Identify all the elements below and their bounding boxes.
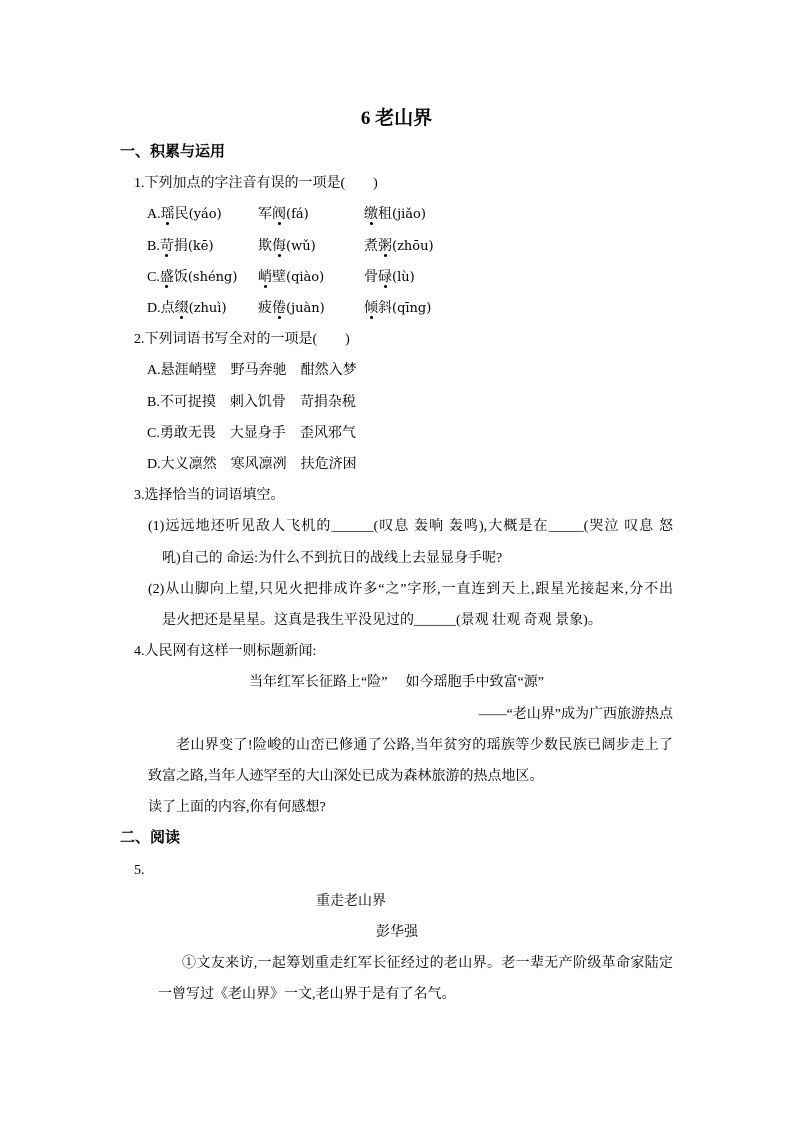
option-label: D. [147, 301, 161, 317]
option-label: C. [147, 425, 160, 441]
pinyin: (shéng) [187, 269, 238, 285]
option-word: 大显身手 [229, 425, 286, 441]
article-paragraph-line: ①文友来访,一起筹划重走红军长征经过的老山界。老一辈无产阶级革命家陆定 [182, 956, 673, 972]
q1-option-a [0, 199, 793, 230]
option-cell [258, 199, 364, 230]
dotted-char: 盛 [159, 269, 174, 285]
q1-option-c [0, 262, 793, 293]
article-paragraph-line: 一曾写过《老山界》一文,老山界于是有了名气。 [158, 987, 456, 1003]
dotted-char: 倾 [364, 301, 378, 317]
dotted-char: 瑶 [160, 207, 175, 223]
option-word: 野马奔驰 [230, 363, 287, 379]
pinyin: (yáo) [188, 207, 222, 223]
option-cell [364, 293, 431, 324]
word-post: 壁 [272, 269, 286, 285]
section-heading-reading: 二、阅读 [120, 830, 181, 847]
option-cell [364, 231, 434, 262]
section-heading-accumulation: 一、积累与运用 [120, 144, 226, 160]
word-pre: 疲 [258, 301, 272, 317]
option-cell [258, 262, 364, 293]
dotted-char: 侮 [272, 238, 286, 254]
pinyin: (qīng) [392, 301, 432, 317]
question-3-stem: 3.选择恰当的词语填空。 [134, 488, 285, 504]
article-title: 重走老山界 [316, 893, 386, 909]
pinyin: (fá) [286, 207, 309, 223]
news-passage-line: 致富之路,当年人迹罕至的大山深处已成为森林旅游的热点地区。 [148, 769, 544, 785]
q3-sub2-line: (2)从山脚向上望,只见火把排成许多“之”字形,一直连到天上,跟星光接起来,分不出 [148, 581, 673, 597]
question-4-stem: 4.人民网有这样一则标题新闻: [134, 644, 317, 660]
q2-option-b [0, 387, 793, 418]
article-author: 彭华强 [376, 925, 418, 941]
option-cell [258, 293, 364, 324]
dotted-char: 碌 [378, 269, 392, 285]
option-word: 勇敢无畏 [159, 425, 216, 441]
question-4-prompt: 读了上面的内容,你有何感想? [148, 800, 326, 816]
option-word: 不可捉摸 [159, 394, 216, 410]
word-post: 饭 [173, 269, 188, 285]
word-post: 租 [378, 207, 392, 223]
q2-option-d [0, 449, 793, 480]
q2-option-c [0, 418, 793, 449]
option-label: B. [147, 238, 160, 254]
headline-part: 如今瑶胞手中致富“源” [405, 675, 544, 691]
pinyin: (qiào) [286, 269, 325, 285]
word-pre: 军 [258, 207, 272, 223]
option-word: 歪风邪气 [299, 425, 356, 441]
option-word: 刺入饥骨 [229, 394, 286, 410]
option-word: 悬涯峭壁 [160, 363, 217, 379]
news-headline [0, 667, 793, 698]
word-pre: 点 [160, 301, 175, 317]
option-word: 寒风凛冽 [230, 457, 287, 473]
word-pre: 煮 [364, 238, 378, 254]
option-word: 大义凛然 [160, 457, 217, 473]
option-cell [147, 199, 258, 230]
dotted-char: 缴 [364, 207, 378, 223]
dotted-char: 倦 [272, 301, 286, 317]
question-5-label: 5. [134, 862, 145, 878]
page-title: 6 老山界 [360, 108, 433, 129]
dotted-char: 苛 [159, 238, 174, 254]
word-post: 捐 [173, 238, 188, 254]
question-2-stem: 2.下列词语书写全对的一项是( ) [134, 332, 350, 348]
option-label: D. [147, 457, 161, 473]
news-subheadline: ——“老山界”成为广西旅游热点 [478, 706, 673, 722]
q3-sub2-line: 是火把还是星星。这真是我生平没见过的______(景观 壮观 奇观 景象)。 [162, 613, 602, 629]
dotted-char: 缀 [174, 301, 189, 317]
option-cell [364, 262, 415, 293]
q3-sub1-line: 吼)自己的 命运:为什么不到抗日的战线上去显显身手呢? [162, 550, 503, 566]
word-post: 民 [174, 207, 189, 223]
option-label: B. [147, 394, 160, 410]
option-cell [147, 231, 258, 262]
dotted-char: 峭 [258, 269, 272, 285]
option-label: A. [147, 363, 161, 379]
option-word: 扶危济困 [300, 457, 357, 473]
q2-option-a [0, 355, 793, 386]
pinyin: (juàn) [286, 301, 325, 317]
dotted-char: 粥 [378, 238, 392, 254]
option-cell [147, 262, 258, 293]
pinyin: (wǔ) [286, 238, 316, 254]
pinyin: (kē) [187, 238, 214, 254]
option-cell [364, 199, 426, 230]
word-pre: 骨 [364, 269, 378, 285]
word-post: 斜 [378, 301, 392, 317]
pinyin: (zhōu) [392, 238, 434, 254]
pinyin: (lù) [392, 269, 415, 285]
question-1-stem: 1.下列加点的字注音有误的一项是( ) [134, 176, 378, 192]
pinyin: (zhuì) [188, 301, 227, 317]
q1-option-d [0, 293, 793, 324]
option-cell [147, 293, 258, 324]
pinyin: (jiǎo) [392, 207, 426, 223]
option-cell [258, 231, 364, 262]
word-pre: 欺 [258, 238, 272, 254]
option-word: 苛捐杂税 [299, 394, 356, 410]
option-word: 酣然入梦 [300, 363, 357, 379]
headline-part: 当年红军长征路上“险” [249, 675, 388, 691]
q3-sub1-line: (1)远远地还听见敌人飞机的______(叹息 轰响 轰鸣),大概是在_____(哭泣 叹息 怒 [148, 519, 673, 535]
q1-option-b [0, 231, 793, 262]
news-passage-line: 老山界变了!险峻的山峦已修通了公路,当年贫穷的瑶族等少数民族已阔步走上了 [176, 737, 673, 753]
option-label: A. [147, 207, 161, 223]
option-label: C. [147, 269, 160, 285]
dotted-char: 阀 [272, 207, 286, 223]
